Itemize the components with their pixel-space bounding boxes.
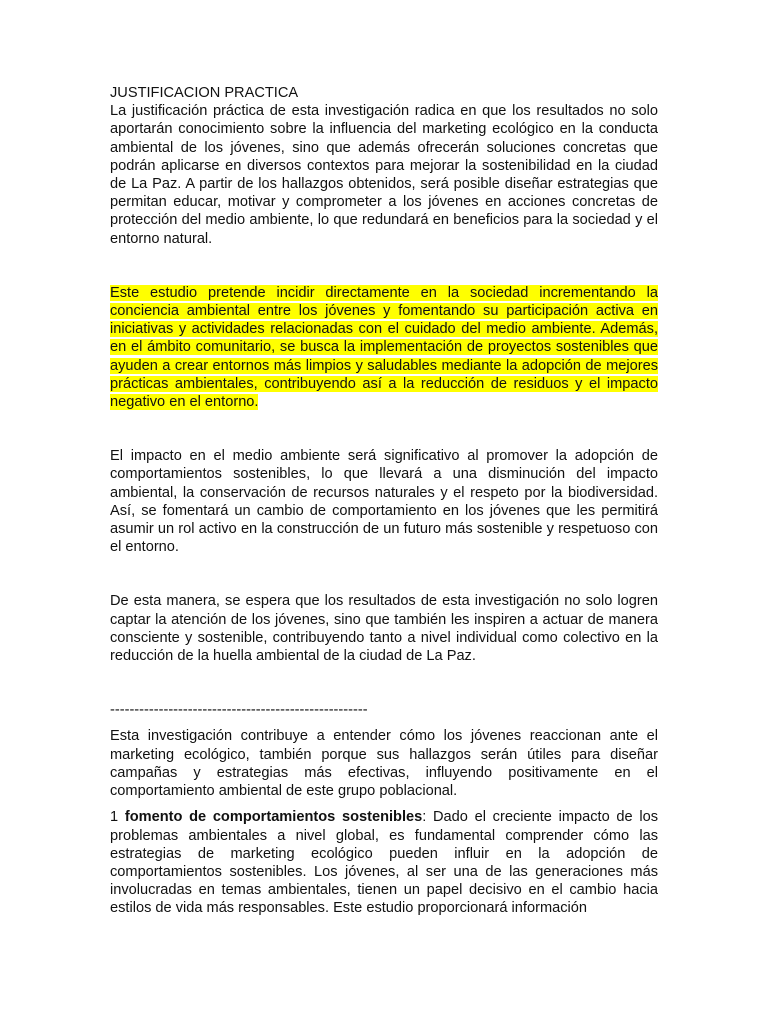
paragraph-text: : Dado el creciente impacto de los problemas ambientales a nivel global, es fundamental comprender cómo las estrategias de marketing ecológico pueden influir en la adopción de comportamientos sostenibles. Los jóvenes, al ser una de las generaciones más involucradas en temas ambientales, tienen un papel decisivo en el cambio hacia estilos de vida más responsables. Este estudio proporcionará información [110, 809, 658, 917]
bold-term: fomento de comportamientos sostenibles [124, 809, 423, 826]
blank-line [110, 248, 658, 284]
blank-line [110, 665, 658, 701]
paragraph-justification: La justificación práctica de esta investigación radica en que los resultados no solo aportarán conocimiento sobre la influencia del marketing ecológico en la conducta ambiental de los jóvenes, sino que además ofrecerán soluciones concretas que podrán aplicarse en diversos contextos para mejorar la sostenibilidad en la ciudad de La Paz. A partir de los hallazgos obtenidos, será posible diseñar estrategias que permitan educar, motivar y comprometer a los jóvenes en acciones concretas de protección del medio ambiente, lo que redundará en beneficios para la sociedad y el entorno natural. [110, 103, 658, 247]
highlighted-text: Este estudio pretende incidir directamente en la sociedad incrementando la conciencia ambiental entre los jóvenes y fomentando su participación activa en iniciativas y actividades relacionadas con el cuidado del medio ambiente. Además, en el ámbito comunitario, se busca la implementación de proyectos sostenibles que ayuden a crear entornos más limpios y saludables mediante la adopción de mejores prácticas ambientales, contribuyendo así a la reducción de residuos y el impacto negativo en el entorno. [110, 284, 658, 411]
spacer [110, 719, 658, 727]
paragraph-contribution: Esta investigación contribuye a entender cómo los jóvenes reaccionan ante el marketing ecológico, también porque sus hallazgos serán útiles para diseñar campañas y estrategias más efectivas, influyendo positivamente en el comportamiento ambiental de este grupo poblacional. [110, 728, 658, 800]
paragraph-environmental-impact: El impacto en el medio ambiente será significativo al promover la adopción de comportamientos sostenibles, lo que llevará a una disminución del impacto ambiental, la conservación de recursos naturales y el respeto por la biodiversidad. Así, se fomentará un cambio de comportamiento en los jóvenes que les permitirá asumir un rol activo en la construcción de un futuro más sostenible y respetuoso con el entorno. [110, 448, 658, 556]
paragraph-conclusion: De esta manera, se espera que los resultados de esta investigación no solo logren captar la atención de los jóvenes, sino que también les inspiren a actuar de manera consciente y sostenible, contribuyendo tanto a nivel individual como colectivo en la reducción de la huella ambiental de la ciudad de La Paz. [110, 593, 658, 665]
spacer [110, 800, 658, 808]
paragraph-highlighted [110, 284, 658, 411]
blank-line [110, 411, 658, 447]
document-body [110, 84, 658, 918]
dashed-divider: ----------------------------------------------------- [110, 702, 368, 719]
section-heading: JUSTIFICACION PRACTICA [110, 85, 299, 101]
paragraph-sustainable-behaviour [110, 808, 658, 917]
blank-line [110, 556, 658, 592]
list-number: 1 [110, 809, 125, 826]
